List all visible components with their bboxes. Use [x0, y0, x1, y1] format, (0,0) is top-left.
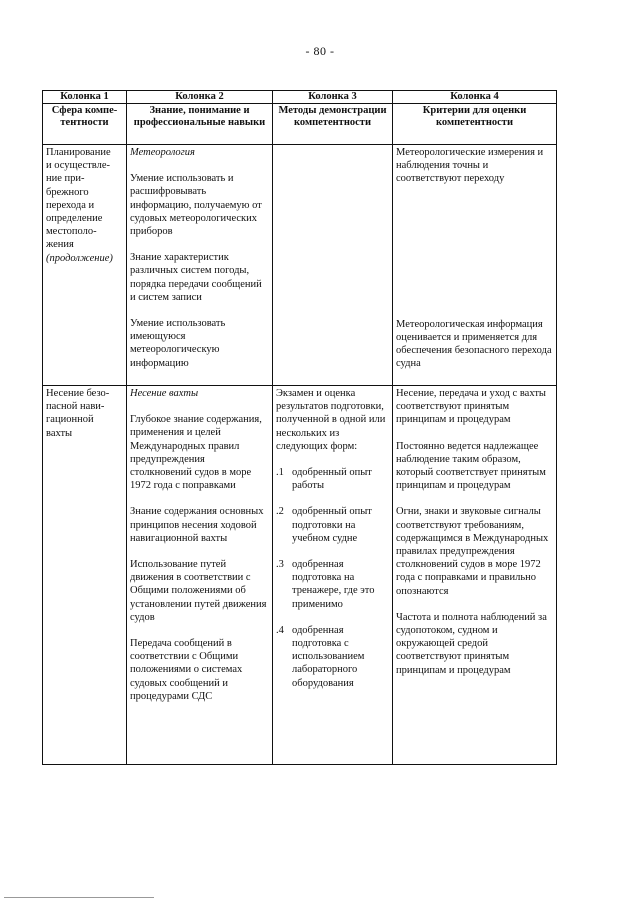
- criteria-cell: [393, 386, 557, 765]
- page-number: - 80 -: [305, 44, 335, 58]
- competence-line: вахты: [46, 427, 73, 439]
- criteria-item: Огни, знаки и звуковые сигналы соответствуют требованиям, содержащимся в Международных правилах предупреждения столкновений судов в море 1972 года с поправками и правильно опознаются: [396, 506, 549, 597]
- competence-table: [42, 90, 557, 765]
- competence-cell: [43, 386, 127, 765]
- method-text: одобренная подготовка на тренажере, где это применимо: [292, 559, 375, 610]
- method-text: одобренный опыт подготовки на учебном судне: [292, 506, 372, 544]
- competence-line: ние при-: [46, 173, 85, 185]
- knowledge-item: Использование путей движения в соответствии с Общими положениями об установлении путей движения судов: [130, 559, 267, 623]
- competence-line: жения: [46, 239, 74, 251]
- competence-cell: [43, 145, 127, 386]
- header-row: [43, 104, 557, 145]
- competence-line: брежного: [46, 186, 89, 198]
- method-item: [276, 466, 389, 492]
- knowledge-cell: [127, 386, 273, 765]
- competence-line: и осуществле-: [46, 160, 110, 172]
- method-item: [276, 624, 389, 690]
- column-number-3: Колонка 3: [273, 91, 393, 104]
- method-item: [276, 505, 389, 545]
- method-text: одобренная подготовка с использованием лабораторного оборудования: [292, 624, 365, 689]
- knowledge-heading: Метеорология: [130, 147, 195, 158]
- knowledge-item: Передача сообщений в соответствии с Общими положениями о системах судовых сообщений и процедурами СДС: [130, 638, 243, 702]
- knowledge-item: Знание характеристик различных систем погоды, порядка передачи сообщений и систем записи: [130, 252, 262, 303]
- method-text: одобренный опыт работы: [292, 467, 372, 492]
- competence-line: Несение безо-: [46, 388, 110, 399]
- table-row: [43, 145, 557, 386]
- column-number-4: Колонка 4: [393, 91, 557, 104]
- method-number: .1: [276, 467, 284, 479]
- competence-line: местополо-: [46, 226, 97, 238]
- criteria-item: Постоянно ведется надлежащее наблюдение таким образом, который соответствует принятым принципам и процедурам: [396, 440, 546, 492]
- criteria-item: Несение, передача и уход с вахты соответствуют принятым принципам и процедурам: [396, 388, 546, 426]
- criteria-item: Частота и полнота наблюдений за судопотоком, судном и окружающей средой соответствуют принятым принципам и процедурам: [396, 611, 547, 676]
- criteria-item: Метеорологическая информация оценивается и применяется для обеспечения безопасного перехода судна: [396, 318, 552, 370]
- continuation-note: (продолжение): [46, 252, 113, 264]
- knowledge-heading: Несение вахты: [130, 388, 199, 399]
- criteria-cell: [393, 145, 557, 386]
- header-knowledge: Знание, понимание и профессиональные навыки: [127, 104, 273, 145]
- competence-line: Планирование: [46, 147, 111, 158]
- competence-line: гационной: [46, 414, 94, 426]
- header-methods: Методы демонстрации компетентности: [273, 104, 393, 145]
- header-criteria: Критерии для оценки компетентности: [393, 104, 557, 145]
- method-number: .4: [276, 624, 284, 636]
- column-number-row: [43, 91, 557, 104]
- method-number: .3: [276, 559, 284, 571]
- column-number-2: Колонка 2: [127, 91, 273, 104]
- competence-line: определение: [46, 213, 103, 225]
- knowledge-item: Умение использовать имеющуюся метеорологическую информацию: [130, 318, 226, 369]
- knowledge-item: Умение использовать и расшифровывать информацию, получаемую от судовых метеорологических приборов: [130, 173, 262, 238]
- competence-line: перехода и: [46, 199, 95, 211]
- methods-cell: [273, 145, 393, 386]
- method-number: .2: [276, 506, 284, 518]
- methods-cell: [273, 386, 393, 765]
- knowledge-item: Глубокое знание содержания, применения и целей Международных правил предупреждения столкновений судов в море 1972 года с поправками: [130, 414, 262, 492]
- column-number-1: Колонка 1: [43, 91, 127, 104]
- footer-rule: [4, 897, 154, 898]
- criteria-item: Метеорологические измерения и наблюдения точны и соответствуют переходу: [396, 147, 544, 185]
- knowledge-cell: [127, 145, 273, 386]
- knowledge-item: Знание содержания основных принципов несения ходовой навигационной вахты: [130, 506, 264, 544]
- method-item: [276, 558, 389, 611]
- competence-line: пасной нави-: [46, 401, 105, 413]
- header-competence-area: Сфера компе-тентности: [43, 104, 127, 145]
- methods-intro: Экзамен и оценка результатов подготовки, полученной в одной или нескольких из следующих форм:: [276, 388, 386, 452]
- table-row: [43, 386, 557, 765]
